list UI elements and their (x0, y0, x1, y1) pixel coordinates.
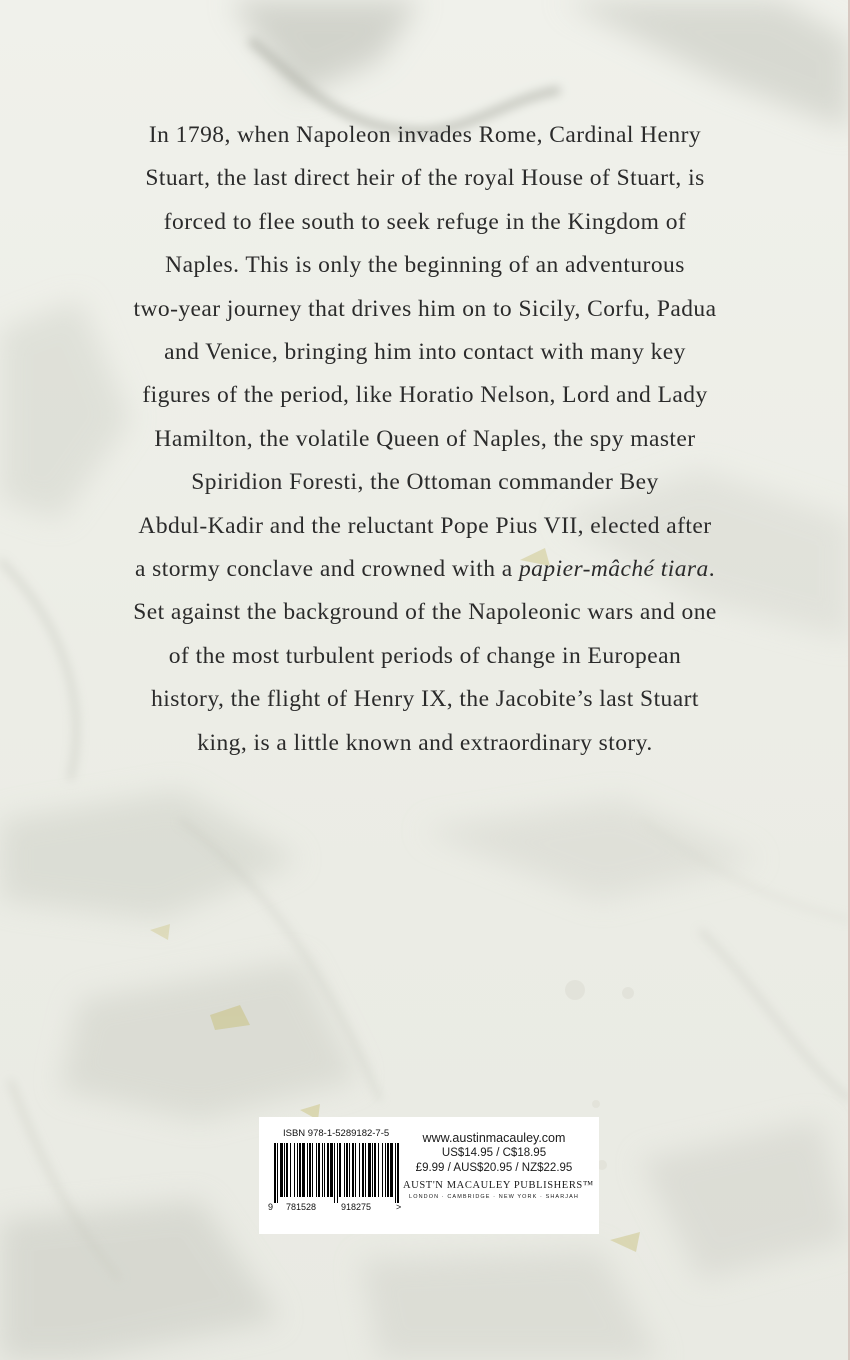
blurb-text: a stormy conclave and crowned with a (134, 556, 519, 583)
blurb-line: and Venice, bringing him into contact with many key (164, 339, 686, 366)
barcode-bar (277, 1143, 278, 1203)
barcode-bar (286, 1143, 288, 1197)
blurb-line: Naples. This is only the beginning of an adventurous (165, 252, 685, 279)
barcode-bar (362, 1143, 364, 1197)
blurb-line: Hamilton, the volatile Queen of Naples, the spy master (154, 425, 696, 452)
barcode-digits-right: 918275 (341, 1202, 372, 1212)
barcode-bar (318, 1143, 320, 1197)
barcode-bar (395, 1143, 396, 1203)
barcode-digit-tail: > (396, 1202, 402, 1212)
blurb-text: . (708, 556, 716, 583)
barcode-bar (280, 1143, 283, 1197)
barcode-bar (327, 1143, 329, 1197)
publisher-cities: LONDON · CAMBRIDGE · NEW YORK · SHARJAH (409, 1194, 579, 1200)
barcode-bar (330, 1143, 333, 1197)
barcode-bar (368, 1143, 371, 1197)
isbn-label: ISBN 978-1-5289182-7-5 (283, 1128, 390, 1139)
blurb-line: king, is a little known and extraordinary story. (197, 729, 653, 756)
barcode-bar (374, 1143, 376, 1197)
publisher-url: www.austinmacauley.com (422, 1131, 566, 1145)
barcode-bar (378, 1143, 379, 1197)
barcode-bar (284, 1143, 285, 1197)
blurb-line: figures of the period, like Horatio Nelson, Lord and Lady (142, 382, 708, 409)
blurb-line-with-italic (70, 548, 780, 591)
blurb-line: history, the flight of Henry IX, the Jacobite’s last Stuart (151, 686, 699, 713)
barcode-bar (334, 1143, 335, 1203)
barcode-bar (337, 1143, 338, 1203)
barcode-bar (297, 1143, 298, 1197)
blurb-italic-phrase: papier-mâché tiara (518, 556, 709, 583)
blurb-line: In 1798, when Napoleon invades Rome, Cardinal Henry (148, 122, 702, 148)
barcode-bar (382, 1143, 383, 1197)
back-cover-blurb (70, 114, 780, 765)
barcode-bar (365, 1143, 366, 1197)
barcode-bar (352, 1143, 354, 1197)
barcode-bar (307, 1143, 308, 1197)
barcode-bar (359, 1143, 360, 1197)
blurb-line: Abdul-Kadir and the reluctant Pope Pius VII, elected after (138, 512, 712, 539)
blurb-line: two-year journey that drives him on to Sicily, Corfu, Padua (133, 295, 717, 322)
barcode-bar (390, 1143, 393, 1197)
price-line-1: US$14.95 / C$18.95 (441, 1147, 547, 1159)
blurb-line: of the most turbulent periods of change in European (168, 642, 682, 669)
barcode-bar (299, 1143, 301, 1197)
barcode-bar (349, 1143, 350, 1197)
barcode-bar (372, 1143, 373, 1197)
barcode-bar (290, 1143, 291, 1197)
barcode-bar (322, 1143, 323, 1197)
barcode-bar (312, 1143, 313, 1197)
barcode-panel (259, 1117, 599, 1234)
barcode-bar (339, 1143, 341, 1197)
barcode-bar (355, 1143, 356, 1197)
barcode-bar (324, 1143, 325, 1197)
barcode-bar (309, 1143, 311, 1197)
price-line-2: £9.99 / AUS$20.95 / NZ$22.95 (415, 1162, 573, 1174)
blurb-line: forced to flee south to seek refuge in the Kingdom of (163, 208, 687, 235)
barcode-bar (385, 1143, 386, 1197)
barcode-digits-left: 781528 (286, 1202, 317, 1212)
publisher-name: AUST'N MACAULEY PUBLISHERS™ (403, 1180, 594, 1191)
blurb-line: Spiridion Foresti, the Ottoman commander Bey (191, 469, 659, 496)
barcode-bar (397, 1143, 399, 1203)
barcode-digit-lead: 9 (268, 1202, 274, 1212)
barcode-bar (302, 1143, 305, 1197)
blurb-line: Stuart, the last direct heir of the royal House of Stuart, is (145, 165, 705, 192)
barcode-bar (344, 1143, 345, 1197)
barcode-image (274, 1143, 399, 1203)
barcode-bar (274, 1143, 276, 1203)
publisher-info (403, 1130, 594, 1201)
barcode-bar (387, 1143, 389, 1197)
barcode-bar (316, 1143, 317, 1197)
blurb-line: Set against the background of the Napoleonic wars and one (133, 599, 717, 626)
barcode-bar (294, 1143, 295, 1197)
barcode-bar (346, 1143, 348, 1197)
